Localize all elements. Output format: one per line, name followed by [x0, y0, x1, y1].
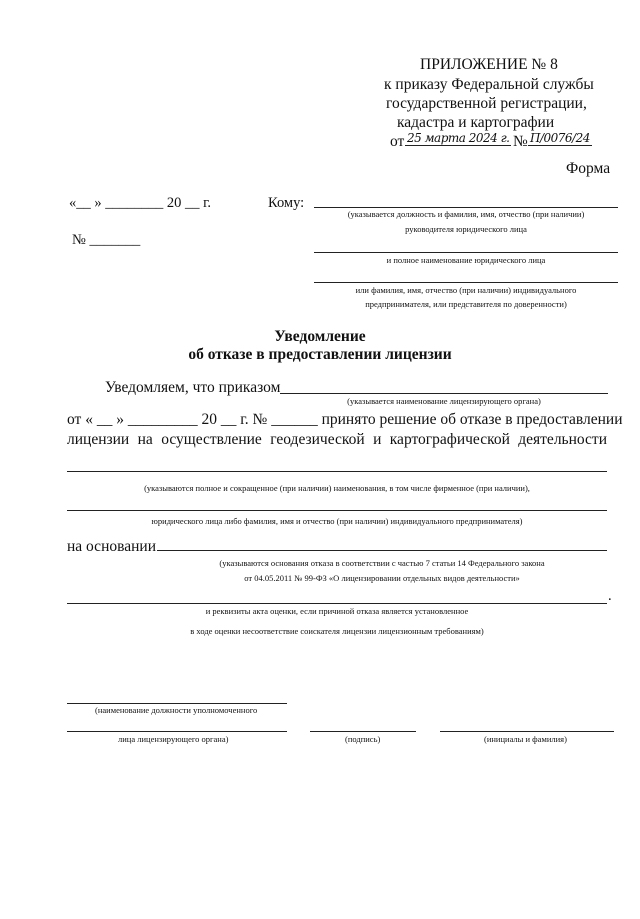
- authority-line: [280, 393, 608, 394]
- recipient-line-1: [314, 207, 618, 208]
- form-label: Форма: [566, 160, 611, 177]
- doc-subtitle: об отказе в предоставлении лицензии: [188, 346, 452, 363]
- order-number-prefix: №: [513, 133, 528, 150]
- order-number-handwritten: П/0076/24: [530, 131, 590, 145]
- recipient-line-3: [314, 282, 618, 283]
- licensee-hint-2: юридического лица либо фамилия, имя и отчество (при наличии) индивидуального предпринимателя): [151, 516, 523, 526]
- doc-title: Уведомление: [274, 328, 366, 345]
- recipient-hint-3: и полное наименование юридического лица: [386, 255, 546, 265]
- annex-number: ПРИЛОЖЕНИЕ № 8: [420, 56, 558, 73]
- signature-hint: (подпись): [345, 734, 381, 744]
- basis-line: [157, 550, 607, 551]
- order-line-2: государственной регистрации,: [386, 95, 587, 112]
- recipient-line-2: [314, 252, 618, 253]
- order-line-1: к приказу Федеральной службы: [384, 76, 594, 93]
- order-date-prefix: от: [390, 133, 405, 150]
- notify-prefix: Уведомляем, что приказом: [105, 379, 281, 396]
- order-line-3: кадастра и картографии: [397, 114, 555, 131]
- basis-end-dot: .: [608, 588, 612, 604]
- basis-hint-2: от 04.05.2011 № 99-ФЗ «О лицензировании отдельных видов деятельности»: [244, 573, 520, 583]
- licensee-hint-1: (указываются полное и сокращенное (при наличии) наименования, в том числе фирменное (при наличии),: [144, 483, 530, 493]
- authority-hint: (указывается наименование лицензирующего органа): [347, 396, 541, 406]
- signature-line: [310, 731, 416, 732]
- recipient-hint-2: руководителя юридического лица: [405, 224, 527, 234]
- order-date-handwritten: 25 марта 2024 г.: [407, 131, 510, 145]
- authority-signer-hint: лица лицензирующего органа): [118, 734, 229, 744]
- recipient-hint-5: предпринимателя, или представителя по доверенности): [365, 299, 567, 309]
- basis-hint-1: (указываются основания отказа в соответствии с частью 7 статьи 14 Федерального закона: [219, 558, 545, 568]
- recipient-hint-4: или фамилия, имя, отчество (при наличии) индивидуального: [355, 285, 577, 295]
- doc-date-placeholder: «__ » ________ 20 __ г.: [69, 195, 212, 211]
- position-hint: (наименование должности уполномоченного: [95, 705, 258, 715]
- licensee-line-2: [67, 510, 607, 511]
- doc-number-placeholder: № _______: [72, 232, 141, 248]
- license-activity-line: лицензии на осуществление геодезической и картографической деятельности: [67, 431, 607, 448]
- decision-line: от « __ » _________ 20 __ г. № ______ принято решение об отказе в предоставлении: [67, 411, 623, 428]
- authority-signer-line: [67, 731, 287, 732]
- position-line: [67, 703, 287, 704]
- basis-hint-3: и реквизиты акта оценки, если причиной отказа является установленное: [205, 606, 469, 616]
- basis-line-2: [67, 603, 607, 604]
- basis-label: на основании: [67, 538, 156, 555]
- licensee-line-1: [67, 471, 607, 472]
- to-label: Кому:: [268, 195, 305, 211]
- recipient-hint-1: (указывается должность и фамилия, имя, отчество (при наличии): [347, 209, 585, 219]
- initials-hint: (инициалы и фамилия): [484, 734, 567, 744]
- basis-hint-4: в ходе оценки несоответствие соискателя лицензии лицензионным требованиям): [190, 626, 484, 636]
- initials-line: [440, 731, 614, 732]
